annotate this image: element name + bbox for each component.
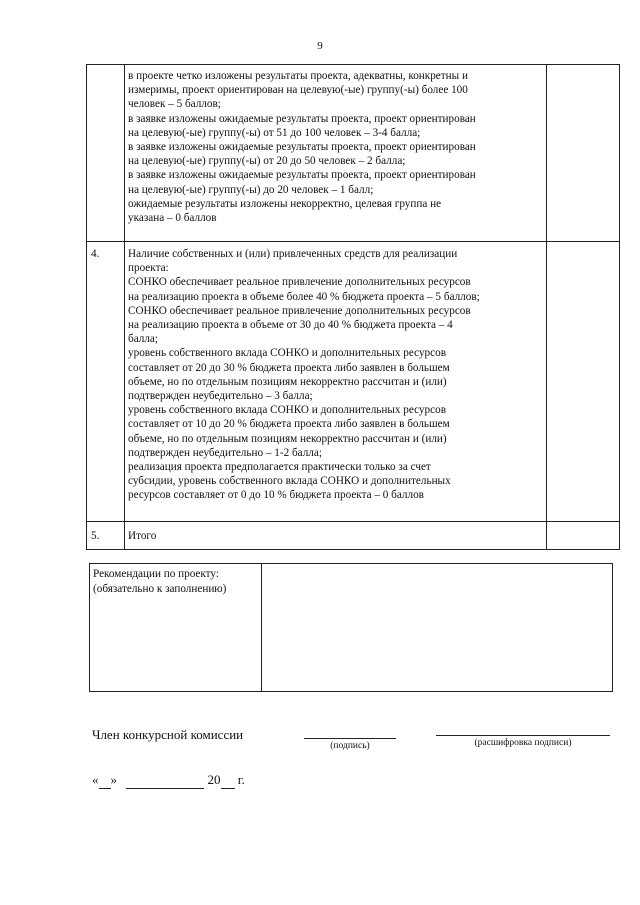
criterion-line: на целевую(-ые) группу(-ы) от 51 до 100 человек – 3-4 балла;: [128, 126, 421, 139]
criterion-number: 5.: [87, 522, 125, 550]
criterion-line: подтвержден неубедительно – 1-2 балла;: [128, 446, 322, 459]
criterion-line: уровень собственного вклада СОНКО и дополнительных ресурсов: [128, 347, 446, 360]
recommendations-table: [89, 563, 613, 692]
page-number: 9: [317, 40, 323, 52]
signature-line[interactable]: [304, 738, 396, 739]
criterion-line: в проекте четко изложены результаты проекта, адекватны, конкретны и: [128, 70, 468, 82]
criterion-line: в заявке изложены ожидаемые результаты проекта, проект ориентирован: [128, 169, 476, 182]
recommendations-label-line: Рекомендации по проекту:: [93, 568, 219, 580]
score-cell[interactable]: [547, 242, 620, 522]
criterion-line: объеме, но по отдельным позициям некорректно рассчитан и (или): [128, 375, 447, 388]
criterion-line: Итого: [128, 530, 157, 542]
criterion-line: СОНКО обеспечивает реальное привлечение дополнительных ресурсов: [128, 276, 471, 289]
criterion-text: [125, 65, 547, 242]
signature-decode-line[interactable]: [436, 735, 610, 736]
criterion-line: на реализацию проекта в объеме более 40 % бюджета проекта – 5 баллов;: [128, 290, 480, 303]
criterion-text: [125, 242, 547, 522]
year-blank[interactable]: [221, 772, 235, 789]
recommendations-label-line: (обязательно к заполнению): [93, 582, 227, 595]
criterion-line: измеримы, проект ориентирован на целевую(-ые) группу(-ы) более 100: [128, 84, 468, 97]
date-line: [92, 772, 245, 789]
day-blank[interactable]: [99, 772, 111, 789]
close-quote: »: [110, 772, 117, 787]
criterion-line: на целевую(-ые) группу(-ы) от 20 до 50 человек – 2 балла;: [128, 155, 406, 168]
criterion-line: Наличие собственных и (или) привлеченных средств для реализации: [128, 248, 458, 260]
criterion-line: реализация проекта предполагается практически только за счет: [128, 461, 431, 474]
recommendations-field[interactable]: [262, 564, 613, 692]
criterion-line: человек – 5 баллов;: [128, 98, 221, 111]
criterion-line: балла;: [128, 333, 158, 346]
score-cell[interactable]: [547, 65, 620, 242]
criterion-line: в заявке изложены ожидаемые результаты проекта, проект ориентирован: [128, 141, 476, 154]
criterion-line: составляет от 20 до 30 % бюджета проекта либо заявлен в большем: [128, 361, 450, 374]
signature-decode-caption: (расшифровка подписи): [474, 738, 572, 748]
criterion-line: указана – 0 баллов: [128, 212, 217, 225]
criterion-line: объеме, но по отдельным позициям некорректно рассчитан и (или): [128, 432, 447, 445]
year-prefix: 20: [207, 772, 221, 787]
criterion-line: на целевую(-ые) группу(-ы) до 20 человек – 1 балл;: [128, 183, 374, 196]
criterion-line: ресурсов составляет от 0 до 10 % бюджета проекта – 0 баллов: [128, 489, 424, 502]
table-row: [87, 65, 620, 242]
criterion-line: составляет от 10 до 20 % бюджета проекта либо заявлен в большем: [128, 418, 450, 431]
year-suffix: г.: [237, 772, 245, 787]
criterion-number: 4.: [87, 242, 125, 522]
recommendations-label: [90, 564, 262, 692]
open-quote: «: [92, 772, 99, 787]
criterion-line: проекта:: [128, 262, 169, 275]
criterion-line: субсидии, уровень собственного вклада СОНКО и дополнительных: [128, 475, 451, 488]
criterion-line: ожидаемые результаты изложены некорректно, целевая группа не: [128, 197, 442, 210]
criterion-line: СОНКО обеспечивает реальное привлечение дополнительных ресурсов: [128, 304, 471, 317]
month-blank[interactable]: [126, 772, 204, 789]
table-row: [90, 564, 613, 692]
total-score-cell[interactable]: [547, 522, 620, 550]
criterion-number: [87, 65, 125, 242]
criterion-text: [125, 522, 547, 550]
criterion-line: в заявке изложены ожидаемые результаты проекта, проект ориентирован: [128, 112, 476, 125]
table-row: [87, 242, 620, 522]
criterion-line: на реализацию проекта в объеме от 30 до 40 % бюджета проекта – 4: [128, 319, 453, 332]
member-label: Член конкурсной комиссии: [92, 727, 244, 742]
signature-caption: (подпись): [330, 741, 370, 751]
criteria-table: [86, 64, 620, 550]
criterion-line: подтвержден неубедительно – 3 балла;: [128, 390, 313, 403]
table-row: [87, 522, 620, 550]
criterion-line: уровень собственного вклада СОНКО и дополнительных ресурсов: [128, 404, 446, 417]
